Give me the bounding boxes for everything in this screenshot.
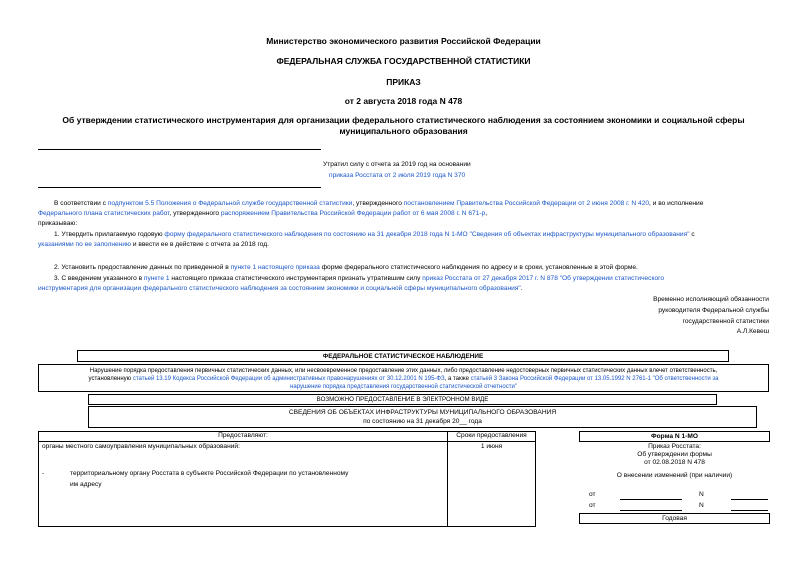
status-top-rule <box>38 149 321 150</box>
link-instructions[interactable]: указаниями по ее заполнению <box>38 241 131 248</box>
approved-line3: от 02.08.2018 N 478 <box>644 459 705 466</box>
info-box <box>88 406 757 428</box>
warning-line3[interactable]: нарушение порядка представления государственной статистической отчетности" <box>290 384 517 390</box>
row2-text-a: территориальному органу Росстата в субъекте Российской Федерации по установленному <box>70 470 349 477</box>
number-blank-1 <box>731 499 768 500</box>
periodicity-box <box>579 513 770 524</box>
status-line1: Утратил силу с отчета за 2019 год на основании <box>323 161 471 168</box>
col-provide-header: Предоставляют: <box>218 432 268 439</box>
observation-title: ФЕДЕРАЛЬНОЕ СТАТИСТИЧЕСКОЕ НАБЛЮДЕНИЕ <box>322 353 484 360</box>
status-link[interactable]: приказа Росстата от 2 июля 2019 года N 370 <box>329 172 466 179</box>
from-label-1: от <box>589 491 596 498</box>
row2-text-b: им адресу <box>70 481 102 488</box>
link-item1-b[interactable]: пункте 1 <box>143 275 170 282</box>
date-blank-2 <box>620 510 682 511</box>
signature-line3: государственной статистики <box>682 318 769 325</box>
electronic-box <box>88 394 717 405</box>
doc-title-line2: муниципального образования <box>339 126 468 136</box>
link-federal-plan[interactable]: Федерального плана статистических работ <box>38 210 170 217</box>
n-label-2: N <box>699 502 704 509</box>
from-label-2: от <box>589 502 596 509</box>
item3-line1: 3. С введением указанного в пункте 1 настоящего приказа статистического инструментария признать утратившим силу приказ Росстата от 27 декабря 2017 г. N 878 "Об утверждении статистического <box>54 275 665 282</box>
date-blank-1 <box>620 499 682 500</box>
link-koap[interactable]: статьей 13.19 Кодекса Российской Федерации об административных правонарушениях от 30.12.2001 N 195-ФЗ <box>132 376 445 382</box>
row1-text: органы местного самоуправления муниципальных образований: <box>42 443 240 450</box>
periodicity: Годовая <box>662 515 687 522</box>
row2-dash: - <box>42 470 45 477</box>
info-date: по состоянию на 31 декабря 20__ года <box>363 418 482 425</box>
order-word: приказываю: <box>38 220 78 227</box>
col-deadline-header: Сроки предоставления <box>456 432 527 439</box>
approved-line1: Приказ Росстата: <box>648 443 701 450</box>
doc-type: ПРИКАЗ <box>386 77 421 87</box>
info-title: СВЕДЕНИЯ ОБ ОБЪЕКТАХ ИНФРАСТРУКТУРЫ МУНИЦИПАЛЬНОГО ОБРАЗОВАНИЯ <box>288 409 557 416</box>
link-rosstat-order-878-cont[interactable]: инструментария для организации федерального статистического наблюдения за состоянием экономики и социальной сферы муниципального образования" <box>38 285 521 292</box>
signature-line2: руководителя Федеральной службы <box>658 307 769 314</box>
electronic-label: ВОЗМОЖНО ПРЕДОСТАВЛЕНИЕ В ЭЛЕКТРОННОМ ВИДЕ <box>316 396 489 403</box>
row1-deadline: 1 июня <box>480 443 503 450</box>
item3-line2: инструментария для организации федерального статистического наблюдения за состоянием экономики и социальной сферы муниципального образования". <box>38 285 523 292</box>
warning-line1: Нарушение порядка предоставления первичных статистических данных, или несвоевременное предоставление этих данных, либо предоставление недостоверных первичных статистических данных влечет ответственность, <box>89 368 718 374</box>
n-label-1: N <box>699 491 704 498</box>
doc-date-number: от 2 августа 2018 года N 478 <box>344 96 463 106</box>
link-form-1mo[interactable]: форму федерального статистического наблюдения по состоянию на 31 декабря 2018 года N 1-МО "Сведения об объектах инфраструктуры муниципального образования" <box>164 231 690 238</box>
link-government-order[interactable]: распоряжением Правительства Российской Федерации работ от 6 мая 2008 г. N 671-р <box>220 210 486 217</box>
form-number: Форма N 1-МО <box>651 433 698 440</box>
item1-line2: указаниями по ее заполнению и ввести ее в действие с отчета за 2018 год. <box>38 241 269 248</box>
signature-name: А.Л.Кевеш <box>736 328 769 335</box>
preamble-line2: Федерального плана статистических работ, утвержденного распоряжением Правительства Российской Федерации работ от 6 мая 2008 г. N 671-р, <box>38 210 488 217</box>
observation-box <box>77 350 729 362</box>
item2: 2. Установить предоставление данных по приведенной в пункте 1 настоящего приказа форме федерального статистического наблюдения по адресу и в сроки, установленные в этой форме. <box>54 264 638 271</box>
doc-title-line1: Об утверждении статистического инструментария для организации федерального статистического наблюдения за состоянием экономики и социальной сферы <box>62 115 745 125</box>
warning-box <box>38 364 769 392</box>
ministry-name: Министерство экономического развития Российской Федерации <box>266 36 541 46</box>
warning-line2: установленную статьей 13.19 Кодекса Российской Федерации об административных правонарушениях от 30.12.2001 N 195-ФЗ, а также статьей 3 Закона Российской Федерации от 13.05.1992 N 2761-1 "Об ответственности за <box>88 376 719 382</box>
signature-line1: Временно исполняющий обязанности <box>653 296 769 303</box>
approved-line2: Об утверждении формы <box>637 451 712 458</box>
link-government-decree[interactable]: постановлением Правительства Российской Федерации от 2 июня 2008 г. N 420 <box>403 200 650 207</box>
item1-line1: 1. Утвердить прилагаемую годовую форму федерального статистического наблюдения по состоянию на 31 декабря 2018 года N 1-МО "Сведения об объектах инфраструктуры муниципального образования" с <box>54 231 695 238</box>
link-rosstat-order-878[interactable]: приказ Росстата от 27 декабря 2017 г. N 878 "Об утверждении статистического <box>422 275 665 282</box>
service-name: ФЕДЕРАЛЬНАЯ СЛУЖБА ГОСУДАРСТВЕННОЙ СТАТИСТИКИ <box>276 56 531 66</box>
link-item1[interactable]: пункте 1 настоящего приказа <box>230 264 320 271</box>
number-blank-2 <box>731 510 768 511</box>
status-bottom-rule <box>38 187 321 188</box>
link-regulation[interactable]: подпунктом 5.5 Положения о Федеральной службе государственной статистики <box>107 200 353 207</box>
preamble-line1: В соответствии с подпунктом 5.5 Положения о Федеральной службе государственной статистики, утвержденного постановлением Правительства Российской Федерации от 2 июня 2008 г. N 420, и во исполнение <box>54 200 704 207</box>
form-number-box <box>579 431 770 442</box>
link-law-2761[interactable]: статьей 3 Закона Российской Федерации от 13.05.1992 N 2761-1 "Об ответственности за <box>470 376 719 382</box>
changes-label: О внесении изменений (при наличии) <box>616 472 733 479</box>
